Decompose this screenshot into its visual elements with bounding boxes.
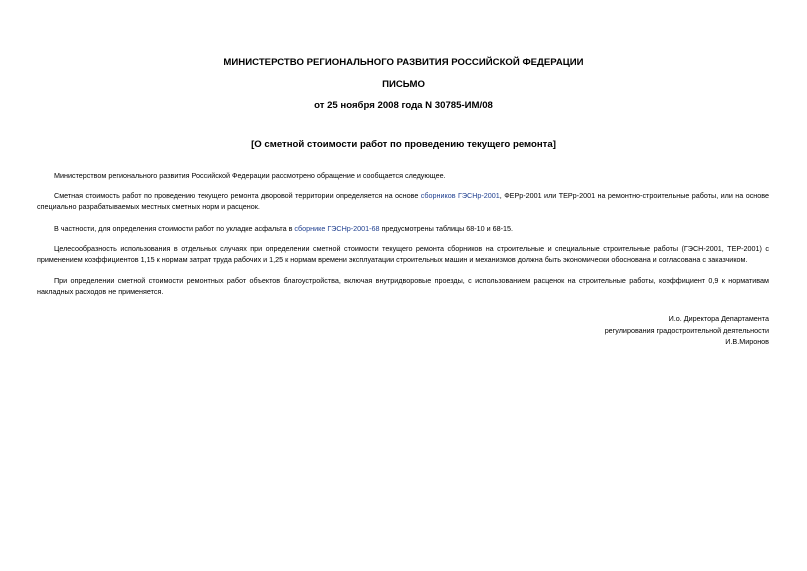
paragraph-2-text-after: , ФЕРр-2001 или ТЕРр-2001 на ремонтно-строительные работы, или на основе специально разрабатываемых местных сметных норм и расценок. xyxy=(37,191,769,211)
paragraph-4: Целесообразность использования в отдельных случаях при определении сметной стоимости текущего ремонта сборников на строительные и специальные строительные работы (ГЭСН-2001, ТЕР-2001) с применением коэффициентов 1,15 к нормам затрат труда рабочих и 1,25 к нормам времени эксплуатации строительных машин и механизмов должна быть экономически обоснована и согласована с заказчиком. xyxy=(37,244,769,264)
paragraph-2-text-before: Сметная стоимость работ по проведению текущего ремонта дворовой территории определяется на основе xyxy=(54,191,421,200)
document-subject: [О сметной стоимости работ по проведению текущего ремонта] xyxy=(251,139,556,150)
gesnr-2001-68-link[interactable]: сборнике ГЭСНр-2001-68 xyxy=(294,224,380,233)
paragraph-3-text-after: предусмотрены таблицы 68-10 и 68-15. xyxy=(379,224,514,233)
paragraph-1: Министерством регионального развития Российской Федерации рассмотрено обращение и сообщается следующее. xyxy=(54,171,446,180)
document-type: ПИСЬМО xyxy=(382,79,425,90)
signatory-name: И.В.Миронов xyxy=(725,337,769,346)
paragraph-2 xyxy=(37,190,769,212)
paragraph-5: При определении сметной стоимости ремонтных работ объектов благоустройства, включая внутридворовые проезды, с использованием расценок на строительные работы, коэффициент 0,9 к нормативам накладных расходов не применяется. xyxy=(37,276,769,296)
paragraph-3-text-before: В частности, для определения стоимости работ по укладке асфальта в xyxy=(54,224,295,233)
signatory-position: И.о. Директора Департамента xyxy=(668,314,769,323)
paragraph-3 xyxy=(37,223,769,234)
signatory-department: регулирования градостроительной деятельности xyxy=(604,326,769,335)
ministry-title: МИНИСТЕРСТВО РЕГИОНАЛЬНОГО РАЗВИТИЯ РОССИЙСКОЙ ФЕДЕРАЦИИ xyxy=(223,57,584,68)
document-date-number: от 25 ноября 2008 года N 30785-ИМ/08 xyxy=(314,100,493,111)
gesnr-2001-link[interactable]: сборников ГЭСНр-2001 xyxy=(420,191,500,200)
